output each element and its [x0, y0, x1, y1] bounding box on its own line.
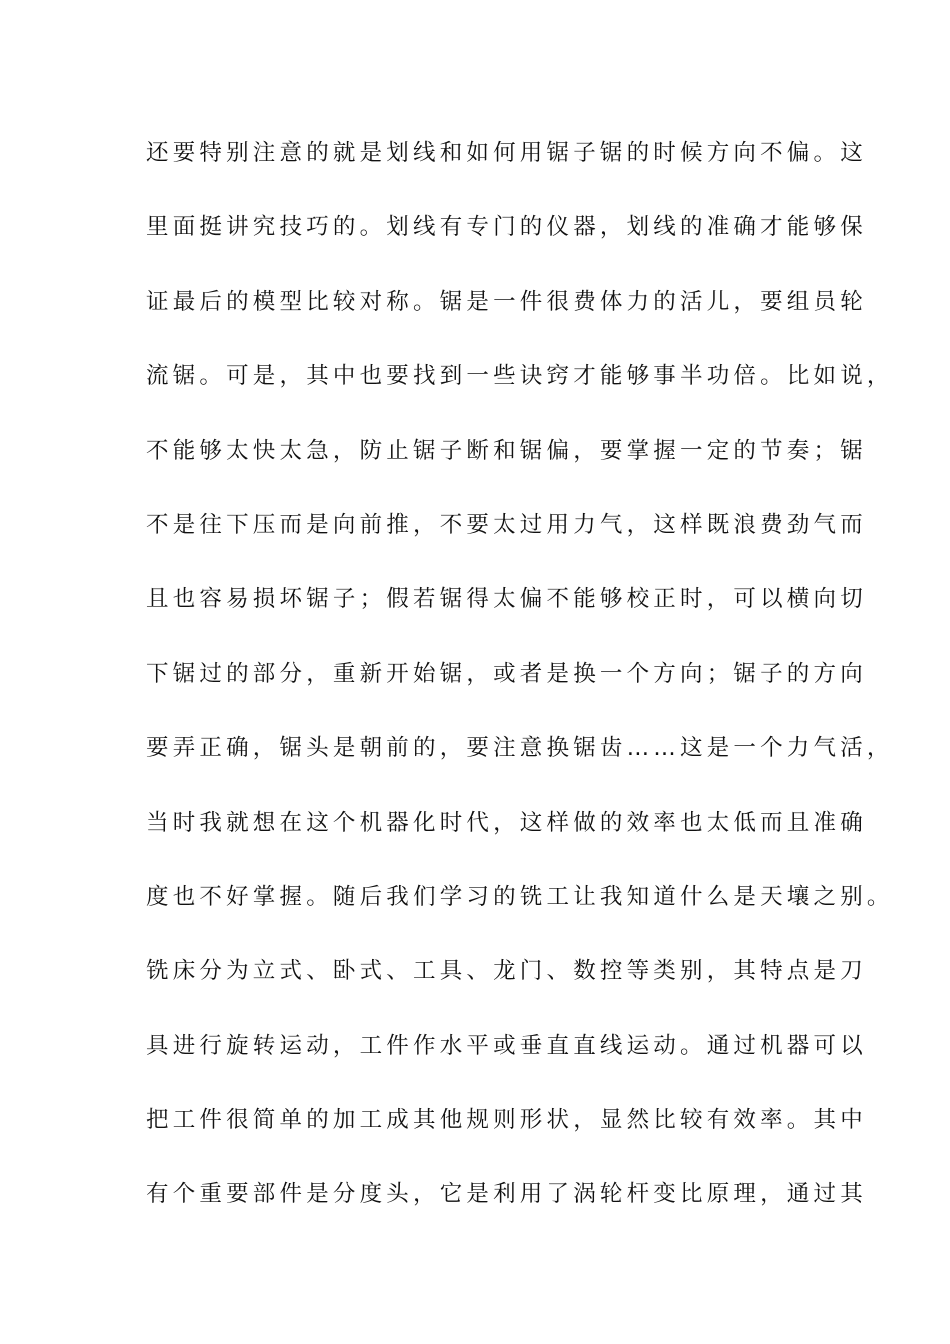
text-line: 还要特别注意的就是划线和如何用锯子锯的时候方向不偏。这 [146, 140, 867, 166]
text-line: 不能够太快太急，防止锯子断和锯偏，要掌握一定的节奏；锯 [146, 437, 867, 464]
text-line: 有个重要部件是分度头，它是利用了涡轮杆变比原理，通过其 [146, 1181, 867, 1208]
text-line: 当时我就想在这个机器化时代，这样做的效率也太低而且准确 [146, 809, 867, 836]
text-line: 且也容易损坏锯子；假若锯得太偏不能够校正时，可以横向切 [146, 586, 867, 613]
text-line: 把工件很简单的加工成其他规则形状，显然比较有效率。其中 [146, 1107, 867, 1134]
text-line: 证最后的模型比较对称。锯是一件很费体力的活儿，要组员轮 [146, 288, 867, 315]
text-line: 度也不好掌握。随后我们学习的铣工让我知道什么是天壤之别。 [146, 883, 894, 910]
text-line: 具进行旋转运动，工件作水平或垂直直线运动。通过机器可以 [146, 1032, 867, 1059]
text-line: 要弄正确，锯头是朝前的，要注意换锯齿……这是一个力气活， [146, 735, 894, 762]
text-line: 铣床分为立式、卧式、工具、龙门、数控等类别，其特点是刀 [146, 958, 867, 985]
text-line: 里面挺讲究技巧的。划线有专门的仪器，划线的准确才能够保 [146, 214, 867, 241]
body-text [146, 128, 894, 1244]
text-line: 不是往下压而是向前推，不要太过用力气，这样既浪费劲气而 [146, 511, 867, 538]
text-line: 流锯。可是，其中也要找到一些诀窍才能够事半功倍。比如说， [146, 363, 894, 390]
text-line: 下锯过的部分，重新开始锯，或者是换一个方向；锯子的方向 [146, 660, 867, 687]
